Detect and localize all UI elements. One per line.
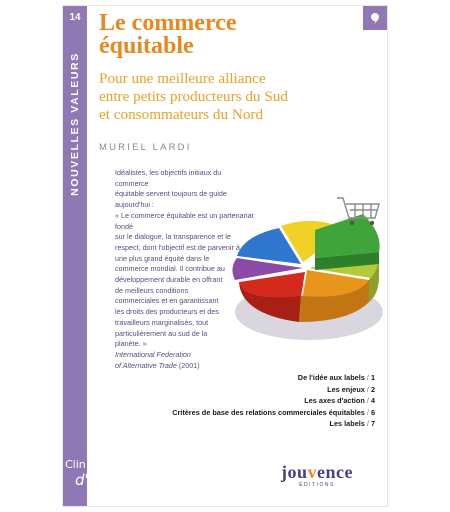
collection-logo-line2: d'œil <box>75 471 113 489</box>
collection-logo <box>65 458 112 489</box>
author-name: MURIEL LARDI <box>99 142 192 153</box>
toc-item[interactable]: De l'idée aux labels / 1 <box>297 373 375 382</box>
quote-line: planète. » <box>115 339 147 349</box>
quote-line: sur le dialogue, la transparence et le <box>115 232 231 242</box>
toc-item[interactable]: Les axes d'action / 4 <box>304 396 375 406</box>
subtitle-line: et consommateurs du Nord <box>99 106 264 123</box>
toc-label: De l'idée aux labels <box>297 373 365 382</box>
quote-line: équitable servent toujours de guide aujourd'hui : <box>115 189 227 210</box>
quote-line: une plus grand équité dans le <box>115 253 210 263</box>
quote-source: of Alternative Trade <box>115 360 177 370</box>
quote-line: respect, dont l'objectif est de parvenir à <box>115 242 240 252</box>
quote-mark-icon <box>363 6 387 30</box>
title-line-1: Le commerce <box>99 10 237 36</box>
series-name: NOUVELLES VALEURS <box>69 52 81 196</box>
pie-chart-illustration <box>229 184 387 352</box>
publisher-name-accent: v <box>307 462 318 482</box>
toc-label: Les enjeux <box>327 384 365 394</box>
subtitle-line: Pour une meilleure alliance <box>99 70 266 87</box>
toc-page: 6 <box>370 407 375 417</box>
publisher-subtitle: ÉDITIONS <box>299 482 335 488</box>
collection-logo-line1: Clin <box>65 458 86 471</box>
quote-line: « Le commerce équitable est un partenariat fondé <box>115 210 254 231</box>
book-title <box>99 12 339 58</box>
quote-line: les droits des producteurs et des <box>115 307 219 317</box>
publisher-logo <box>267 462 367 488</box>
toc-page: 7 <box>370 419 375 429</box>
book-cover <box>63 6 387 506</box>
publisher-name-part: jou <box>281 462 308 482</box>
toc-page: 1 <box>370 373 375 382</box>
toc-item[interactable]: Les enjeux / 2 <box>327 384 375 394</box>
quote-line: commerce mondial. Il contribue au <box>115 264 225 274</box>
toc-item[interactable]: Les labels / 7 <box>329 419 375 429</box>
series-number: 14 <box>69 12 81 23</box>
subtitle-line: entre petits producteurs du Sud <box>99 88 288 105</box>
toc-label: Les axes d'action <box>304 396 365 406</box>
table-of-contents <box>135 372 375 430</box>
cover-spine <box>63 6 113 506</box>
publisher-name-part: ence <box>317 462 353 482</box>
quote-year: (2001) <box>176 360 200 370</box>
toc-label: Critères de base des relations commerciales équitables <box>172 407 365 417</box>
pie-slice-green <box>315 214 380 258</box>
book-subtitle <box>99 70 349 124</box>
quote-line: travailleurs marginalisés, tout <box>115 317 209 327</box>
quote-line: développement durable en offrant <box>115 275 223 285</box>
toc-page: 4 <box>370 396 375 406</box>
title-line-2: équitable <box>99 33 194 59</box>
toc-label: Les labels <box>329 419 365 429</box>
eye-circle-icon <box>109 456 141 488</box>
speech-bubble-icon <box>368 11 382 25</box>
publisher-name <box>267 462 367 483</box>
quote-line: particulièrement au sud de la <box>115 328 208 338</box>
toc-item[interactable]: Critères de base des relations commerciales équitables / 6 <box>172 407 375 417</box>
toc-page: 2 <box>370 384 375 394</box>
quote-line: Idéalistes, les objectifs initiaux du commerce <box>115 168 222 188</box>
quote-line: commerciales et en garantissant <box>115 296 219 306</box>
quote-line: de meilleurs conditions <box>115 285 189 295</box>
quote-source: International Federation <box>115 349 191 359</box>
